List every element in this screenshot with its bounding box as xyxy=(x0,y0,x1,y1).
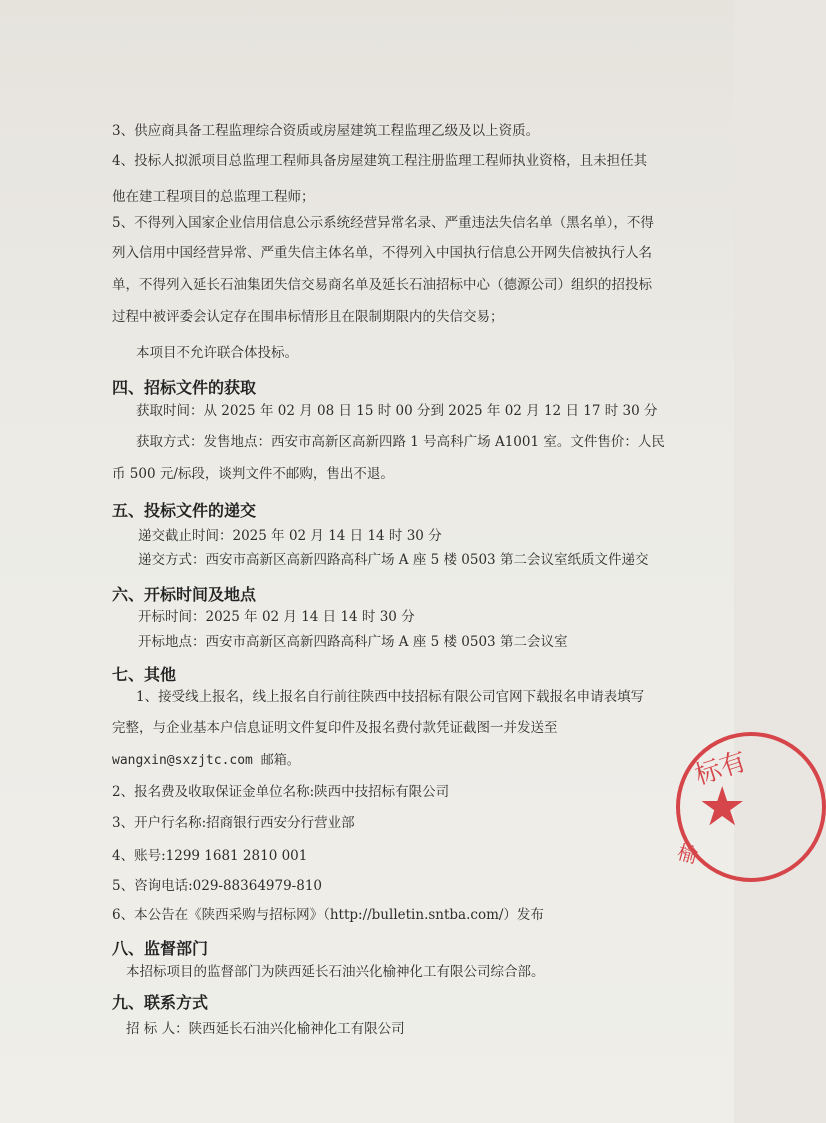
opening-place: 开标地点：西安市高新区高新四路高科广场 A 座 5 楼 0503 第二会议室 xyxy=(138,634,568,650)
section-9-heading: 九、联系方式 xyxy=(112,993,209,1012)
item-5-line-1: 5、不得列入国家企业信用信息公示系统经营异常名录、严重违法失信名单（黑名单），不得 xyxy=(112,215,654,231)
section-8-heading: 八、监督部门 xyxy=(112,939,209,958)
tenderer: 招 标 人：陕西延长石油兴化榆神化工有限公司 xyxy=(126,1021,405,1037)
registration-line-1: 1、接受线上报名，线上报名自行前往陕西中技招标有限公司官网下载报名申请表填写 xyxy=(136,689,645,705)
consult-phone: 5、咨询电话:029-88364979-810 xyxy=(112,878,323,894)
submit-deadline: 递交截止时间：2025 年 02 月 14 日 14 时 30 分 xyxy=(138,528,442,544)
item-5-line-2: 列入信用中国经营异常、严重失信主体名单，不得列入中国执行信息公开网失信被执行人名 xyxy=(112,245,652,261)
section-6-heading: 六、开标时间及地点 xyxy=(112,585,257,604)
item-3: 3、供应商具备工程监理综合资质或房屋建筑工程监理乙级及以上资质。 xyxy=(112,123,540,139)
account-number: 4、账号:1299 1681 2810 001 xyxy=(112,848,308,864)
section-5-heading: 五、投标文件的递交 xyxy=(112,501,257,520)
registration-email: wangxin@sxzjtc.com 邮箱。 xyxy=(112,753,300,768)
acquire-time: 获取时间：从 2025 年 02 月 08 日 15 时 00 分到 2025 年 02 月 12 日 17 时 30 分 xyxy=(136,403,658,419)
consortium-note: 本项目不允许联合体投标。 xyxy=(136,345,298,361)
section-7-heading: 七、其他 xyxy=(112,665,177,684)
fee-payee: 2、报名费及收取保证金单位名称:陕西中技招标有限公司 xyxy=(112,784,450,800)
publication-note: 6、本公告在《陕西采购与招标网》（http://bulletin.sntba.com/）发布 xyxy=(112,907,544,923)
seal-text-bottom: 榆 xyxy=(674,839,701,869)
item-5-line-4: 过程中被评委会认定存在围串标情形且在限制期限内的失信交易； xyxy=(112,309,504,325)
seal-text-top: 标有 xyxy=(691,746,751,792)
submit-method: 递交方式：西安市高新区高新四路高科广场 A 座 5 楼 0503 第二会议室纸质文件递交 xyxy=(138,552,649,568)
section-4-heading: 四、招标文件的获取 xyxy=(112,378,257,397)
company-seal xyxy=(676,732,826,882)
registration-line-2: 完整，与企业基本户信息证明文件复印件及报名费付款凭证截图一并发送至 xyxy=(112,720,558,736)
item-5-line-3: 单，不得列入延长石油集团失信交易商名单及延长石油招标中心（德源公司）组织的招投标 xyxy=(112,277,652,293)
item-4-line-1: 4、投标人拟派项目总监理工程师具备房屋建筑工程注册监理工程师执业资格，且未担任其 xyxy=(112,153,648,169)
acquire-method-line-2: 币 500 元/标段，谈判文件不邮购，售出不退。 xyxy=(112,466,394,482)
opening-time: 开标时间：2025 年 02 月 14 日 14 时 30 分 xyxy=(138,609,415,625)
supervision-text: 本招标项目的监督部门为陕西延长石油兴化榆神化工有限公司综合部。 xyxy=(126,964,545,980)
item-4-line-2: 他在建工程项目的总监理工程师； xyxy=(112,189,315,205)
acquire-method-line-1: 获取方式：发售地点：西安市高新区高新四路 1 号高科广场 A1001 室。文件售价：人民 xyxy=(136,434,665,450)
seal-star-icon: ★ xyxy=(698,775,747,838)
bank-name: 3、开户行名称:招商银行西安分行营业部 xyxy=(112,815,355,831)
